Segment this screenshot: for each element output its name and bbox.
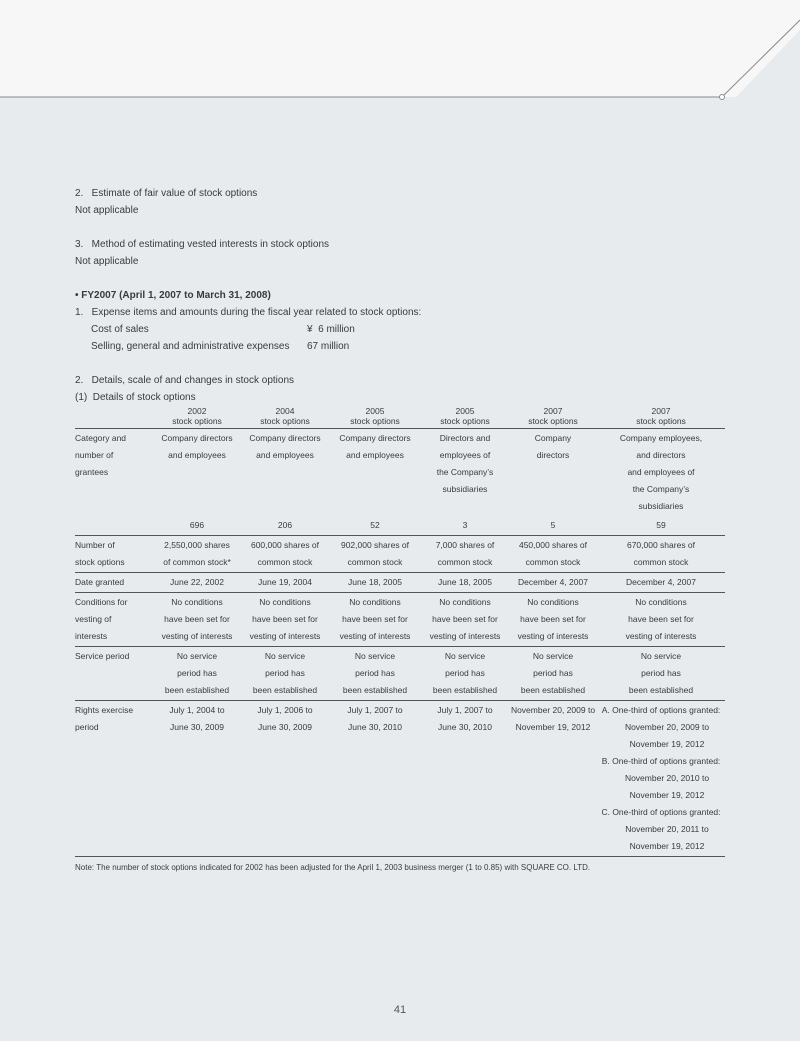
table-cell: June 18, 2005 — [421, 573, 509, 593]
section-heading: 3. Method of estimating vested interests in stock options — [75, 239, 330, 250]
table-cell: No conditions have been set for vesting of interests — [509, 593, 597, 647]
table-cell: 902,000 shares of common stock — [329, 536, 421, 573]
column-header: 2005 stock options — [421, 406, 509, 429]
column-header: 2002 stock options — [153, 406, 241, 429]
table-cell: November 20, 2009 to November 19, 2012 — [509, 701, 597, 857]
expense-row — [75, 338, 725, 355]
expense-label: Cost of sales — [91, 324, 149, 335]
table-cell: June 22, 2002 — [153, 573, 241, 593]
table-cell: 670,000 shares of common stock — [597, 536, 725, 573]
row-label: Category and number of grantees — [75, 433, 127, 477]
table-cell: A. One-third of options granted: November 20, 2009 to November 19, 2012 B. One-third of options granted: November 20, 2010 to November 19, 2012 C. One-third of options granted: November 20, 2011 to November 19, 2012 — [597, 701, 725, 857]
grantee-count: 696 — [153, 516, 241, 536]
table-cell: July 1, 2004 to June 30, 2009 — [153, 701, 241, 857]
column-header: 2005 stock options — [329, 406, 421, 429]
table-header-row — [75, 406, 725, 429]
grantee-count: 206 — [241, 516, 329, 536]
table-cell: July 1, 2007 to June 30, 2010 — [421, 701, 509, 857]
row-label: Rights exercise period — [75, 701, 153, 857]
row-label: Service period — [75, 647, 153, 701]
expense-label: Selling, general and administrative expenses — [91, 341, 290, 352]
stock-options-table — [75, 406, 725, 857]
table-cell: No conditions have been set for vesting of interests — [597, 593, 725, 647]
section-heading: 1. Expense items and amounts during the fiscal year related to stock options: — [75, 307, 422, 318]
table-cell: Company directors and employees — [249, 433, 321, 460]
fiscal-year-heading: • FY2007 (April 1, 2007 to March 31, 2008) — [75, 290, 271, 301]
grantee-count: 52 — [329, 516, 421, 536]
table-cell: July 1, 2006 to June 30, 2009 — [241, 701, 329, 857]
table-cell: No service period has been established — [153, 647, 241, 701]
table-cell: Company directors and employees — [339, 433, 411, 460]
grantee-count: 3 — [421, 516, 509, 536]
table-cell: No conditions have been set for vesting of interests — [241, 593, 329, 647]
table-row — [75, 647, 725, 701]
table-cell: 2,550,000 shares of common stock* — [153, 536, 241, 573]
table-cell: June 19, 2004 — [241, 573, 329, 593]
grantee-count: 59 — [597, 516, 725, 536]
section-text: Not applicable — [75, 256, 139, 267]
grantee-count: 5 — [509, 516, 597, 536]
table-row — [75, 593, 725, 647]
table-cell: No service period has been established — [329, 647, 421, 701]
table-cell: No service period has been established — [421, 647, 509, 701]
header-band-decoration — [0, 0, 800, 100]
table-cell: December 4, 2007 — [509, 573, 597, 593]
row-label: Date granted — [75, 573, 153, 593]
section-text: Not applicable — [75, 205, 139, 216]
table-cell: July 1, 2007 to June 30, 2010 — [329, 701, 421, 857]
section-heading: 2. Estimate of fair value of stock options — [75, 188, 258, 199]
expense-amount: 67 million — [307, 341, 350, 352]
column-header: 2007 stock options — [509, 406, 597, 429]
table-row — [75, 701, 725, 857]
table-cell: June 18, 2005 — [329, 573, 421, 593]
column-header: 2007 stock options — [597, 406, 725, 429]
table-note: Note: The number of stock options indicated for 2002 has been adjusted for the April 1, 2003 business merger (1 to 0.85) with SQUARE CO. LTD. — [75, 863, 591, 872]
row-label: Number of stock options — [75, 536, 153, 573]
table-cell: No service period has been established — [509, 647, 597, 701]
document-body — [75, 185, 725, 875]
table-cell: Directors and employees of the Company’s subsidiaries — [436, 433, 494, 494]
table-cell: Company employees, and directors and employees of the Company’s subsidiaries — [619, 433, 703, 511]
table-cell: Company directors and employees — [161, 433, 233, 460]
table-cell: No conditions have been set for vesting of interests — [329, 593, 421, 647]
section-heading: 2. Details, scale of and changes in stock options — [75, 375, 295, 386]
row-label: Conditions for vesting of interests — [75, 593, 153, 647]
expense-row — [75, 321, 725, 338]
subsection-heading: (1) Details of stock options — [75, 392, 196, 403]
table-cell: Company directors — [534, 433, 572, 460]
table-row — [75, 429, 725, 517]
page-number: 41 — [393, 1004, 407, 1016]
table-row — [75, 536, 725, 573]
table-cell: No service period has been established — [241, 647, 329, 701]
table-cell: December 4, 2007 — [597, 573, 725, 593]
column-header: 2004 stock options — [241, 406, 329, 429]
table-cell: No conditions have been set for vesting of interests — [153, 593, 241, 647]
table-cell: 450,000 shares of common stock — [509, 536, 597, 573]
expense-amount: ¥ 6 million — [307, 324, 355, 335]
table-cell: 7,000 shares of common stock — [421, 536, 509, 573]
table-cell: No conditions have been set for vesting of interests — [421, 593, 509, 647]
table-cell: 600,000 shares of common stock — [241, 536, 329, 573]
table-row-counts — [75, 516, 725, 536]
table-cell: No service period has been established — [597, 647, 725, 701]
table-row — [75, 573, 725, 593]
